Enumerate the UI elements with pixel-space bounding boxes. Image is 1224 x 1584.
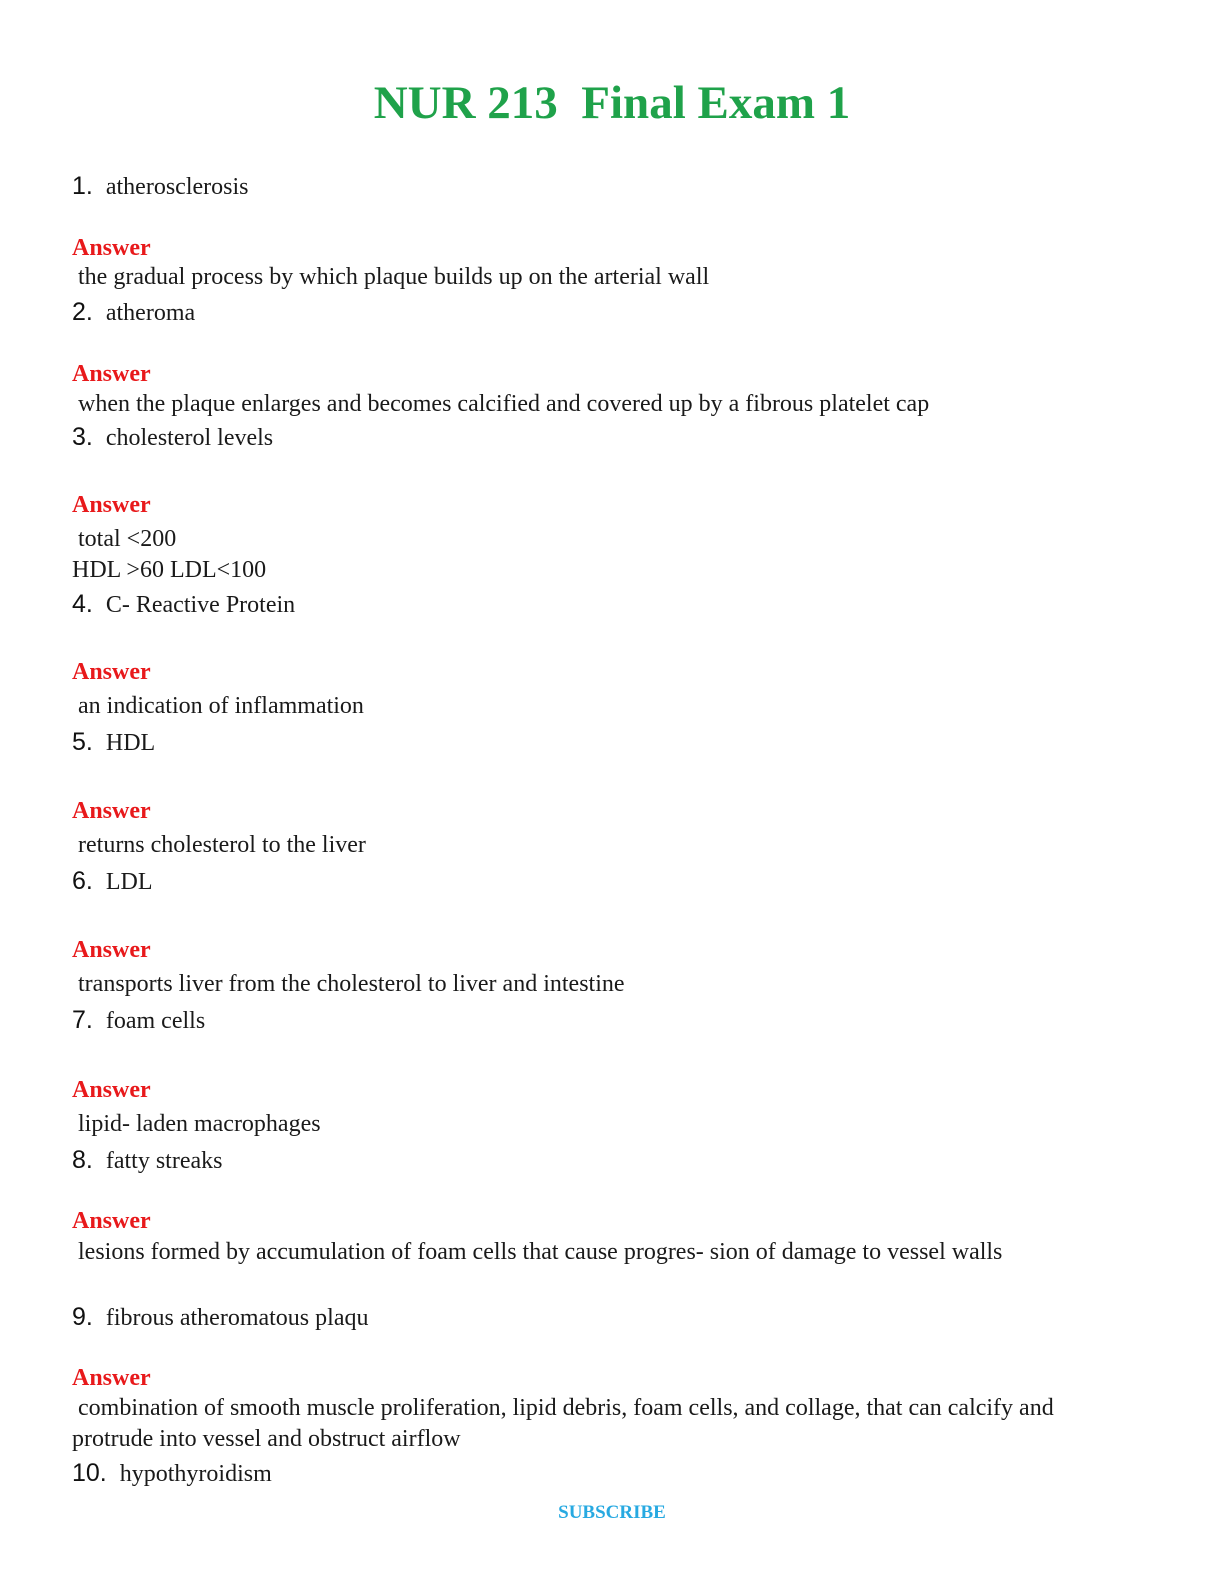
- page-title: NUR 213 Final Exam 1: [373, 77, 851, 129]
- question-8: [72, 1143, 222, 1177]
- question-term: HDL: [105, 730, 156, 756]
- question-number: 7.: [72, 1006, 93, 1034]
- answer-label: Answer: [72, 235, 151, 261]
- answer-text: when the plaque enlarges and becomes calcified and covered up by a fibrous platelet cap: [72, 391, 930, 417]
- answer-text: an indication of inflammation: [72, 693, 364, 719]
- question-4: [72, 587, 295, 621]
- answer-label: Answer: [72, 1208, 151, 1234]
- question-term: atheroma: [105, 300, 196, 326]
- question-10: [72, 1456, 272, 1490]
- question-6: [72, 864, 153, 898]
- answer-label: Answer: [72, 659, 151, 685]
- question-number: 6.: [72, 867, 93, 895]
- question-term: C- Reactive Protein: [105, 592, 296, 618]
- answer-label: Answer: [72, 1365, 151, 1391]
- question-number: 4.: [72, 590, 93, 618]
- question-5: [72, 725, 155, 759]
- question-3: [72, 420, 273, 454]
- question-number: 1.: [72, 172, 93, 200]
- subscribe-link[interactable]: SUBSCRIBE: [558, 1502, 666, 1523]
- answer-label: Answer: [72, 1077, 151, 1103]
- question-number: 2.: [72, 298, 93, 326]
- answer-text: the gradual process by which plaque builds up on the arterial wall: [72, 264, 710, 290]
- question-9: [72, 1300, 368, 1334]
- answer-text: lesions formed by accumulation of foam cells that cause progres- sion of damage to vessel walls: [72, 1239, 1003, 1265]
- answer-text: total <200 HDL >60 LDL<100: [72, 526, 267, 583]
- question-2: [72, 295, 195, 329]
- question-term: foam cells: [105, 1008, 206, 1034]
- question-term: hypothyroidism: [119, 1461, 272, 1487]
- question-term: fibrous atheromatous plaqu: [105, 1305, 369, 1331]
- question-7: [72, 1003, 205, 1037]
- question-number: 3.: [72, 423, 93, 451]
- question-number: 10.: [72, 1459, 107, 1487]
- question-number: 9.: [72, 1303, 93, 1331]
- question-term: atherosclerosis: [105, 174, 249, 200]
- answer-label: Answer: [72, 937, 151, 963]
- answer-text: lipid- laden macrophages: [72, 1111, 321, 1137]
- question-number: 8.: [72, 1146, 93, 1174]
- answer-text: combination of smooth muscle proliferation, lipid debris, foam cells, and collage, that can calcify and protrude into vessel and obstruct airflow: [72, 1395, 1060, 1452]
- question-number: 5.: [72, 728, 93, 756]
- question-term: LDL: [105, 869, 153, 895]
- answer-label: Answer: [72, 492, 151, 518]
- question-term: fatty streaks: [105, 1148, 223, 1174]
- answer-text: transports liver from the cholesterol to liver and intestine: [72, 971, 625, 997]
- answer-text: returns cholesterol to the liver: [72, 832, 366, 858]
- answer-label: Answer: [72, 361, 151, 387]
- question-1: [72, 169, 248, 203]
- question-term: cholesterol levels: [105, 425, 274, 451]
- answer-label: Answer: [72, 798, 151, 824]
